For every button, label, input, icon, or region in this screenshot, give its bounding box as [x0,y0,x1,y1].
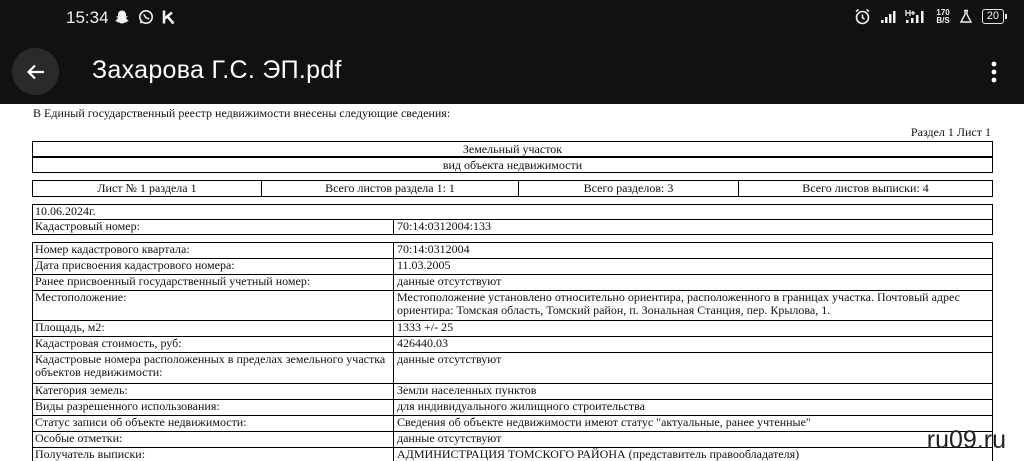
sheet-info-cell: Лист № 1 раздела 1 [33,181,262,196]
row-label: Номер кадастрового квартала: [33,243,394,258]
battery-indicator: 20 [982,9,1004,24]
table-row [33,416,992,432]
speed-value: 170 [936,7,950,17]
table-row [33,400,992,416]
row-label: Площадь, м2: [33,321,394,336]
arrow-left-icon [26,62,46,82]
row-value: Сведения об объекте недвижимости имеют статус "актуальные, ранее учтенные" [397,415,811,429]
cadastral-number-row [33,220,992,235]
sheet-info-cell: Всего листов раздела 1: 1 [262,181,519,196]
row-label: Кадастровая стоимость, руб: [33,337,394,352]
row-label: Категория земель: [33,384,394,399]
alarm-icon [854,8,871,25]
row-label: Особые отметки: [33,432,394,447]
whatsapp-icon [138,9,154,25]
document-title: Захарова Г.С. ЭП.pdf [92,56,342,84]
table-row [33,432,992,448]
row-value: 11.03.2005 [397,258,451,272]
sheet-info-cell: Всего листов выписки: 4 [802,181,929,195]
section-label: Раздел 1 Лист 1 [910,125,991,139]
row-label: Получатель выписки: [33,448,394,461]
row-value: данные отсутствуют [397,431,502,445]
table-row [33,291,992,321]
row-label: Дата присвоения кадастрового номера: [33,259,394,274]
network-speed [936,9,949,25]
snapchat-icon [114,9,130,25]
k-app-icon [162,9,176,25]
table-row [33,353,992,384]
signal-hplus-icon [905,9,927,24]
more-options-button[interactable] [982,60,1006,84]
table-row [33,384,992,400]
object-kind-cell: вид объекта недвижимости [32,157,993,173]
row-value: Местоположение установлено относительно ориентира, расположенного в границах участка. Почтовый адрес ориентира: Томская область, Томский район, п. Зональная Станция, пер. Крылова, 1. [397,290,960,317]
table-row [33,337,992,353]
intro-text: В Единый государственный реестр недвижимости внесены следующие сведения: [33,106,451,120]
table-row [33,448,992,461]
table-row [33,275,992,291]
row-label: Кадастровый номер: [33,220,394,235]
table-row [33,259,992,275]
speed-unit: B/S [936,15,950,25]
row-value: 1333 +/- 25 [397,320,454,334]
row-value: 70:14:0312004 [397,242,470,256]
row-value: данные отсутствуют [397,352,502,366]
back-button[interactable] [12,48,59,95]
signal-icon [880,10,896,24]
date-row [33,205,992,220]
row-value: АДМИНИСТРАЦИЯ ТОМСКОГО РАЙОНА (представитель правообладателя) [397,447,800,461]
object-type-cell: Земельный участок [32,141,993,157]
row-label: Местоположение: [33,291,394,320]
more-vert-icon [991,61,997,83]
row-label: Ранее присвоенный государственный учетный номер: [33,275,394,290]
row-label: Кадастровые номера расположенных в пределах земельного участка объектов недвижимости: [33,353,394,383]
row-value: данные отсутствуют [397,274,502,288]
row-label: Статус записи об объекте недвижимости: [33,416,394,431]
table-row [33,321,992,337]
sheet-info-cell: Всего разделов: 3 [519,181,739,196]
row-value: для индивидуального жилищного строительства [397,399,645,413]
row-label: Виды разрешенного использования: [33,400,394,415]
table-row [33,243,992,259]
watermark-text: ru09.ru [926,426,1006,454]
date-and-number-block [32,204,993,235]
row-value: 70:14:0312004:133 [397,219,492,233]
extract-date: 10.06.2024г. [35,204,96,218]
row-value: Земли населенных пунктов [397,383,537,397]
pdf-page[interactable] [0,104,1024,461]
flask-icon [959,9,973,24]
sheet-info-row [32,180,993,197]
status-time: 15:34 [66,8,109,27]
row-value: 426440.03 [397,336,448,350]
app-bar [0,36,1024,104]
property-details-table [32,242,993,461]
status-bar [0,0,1024,36]
